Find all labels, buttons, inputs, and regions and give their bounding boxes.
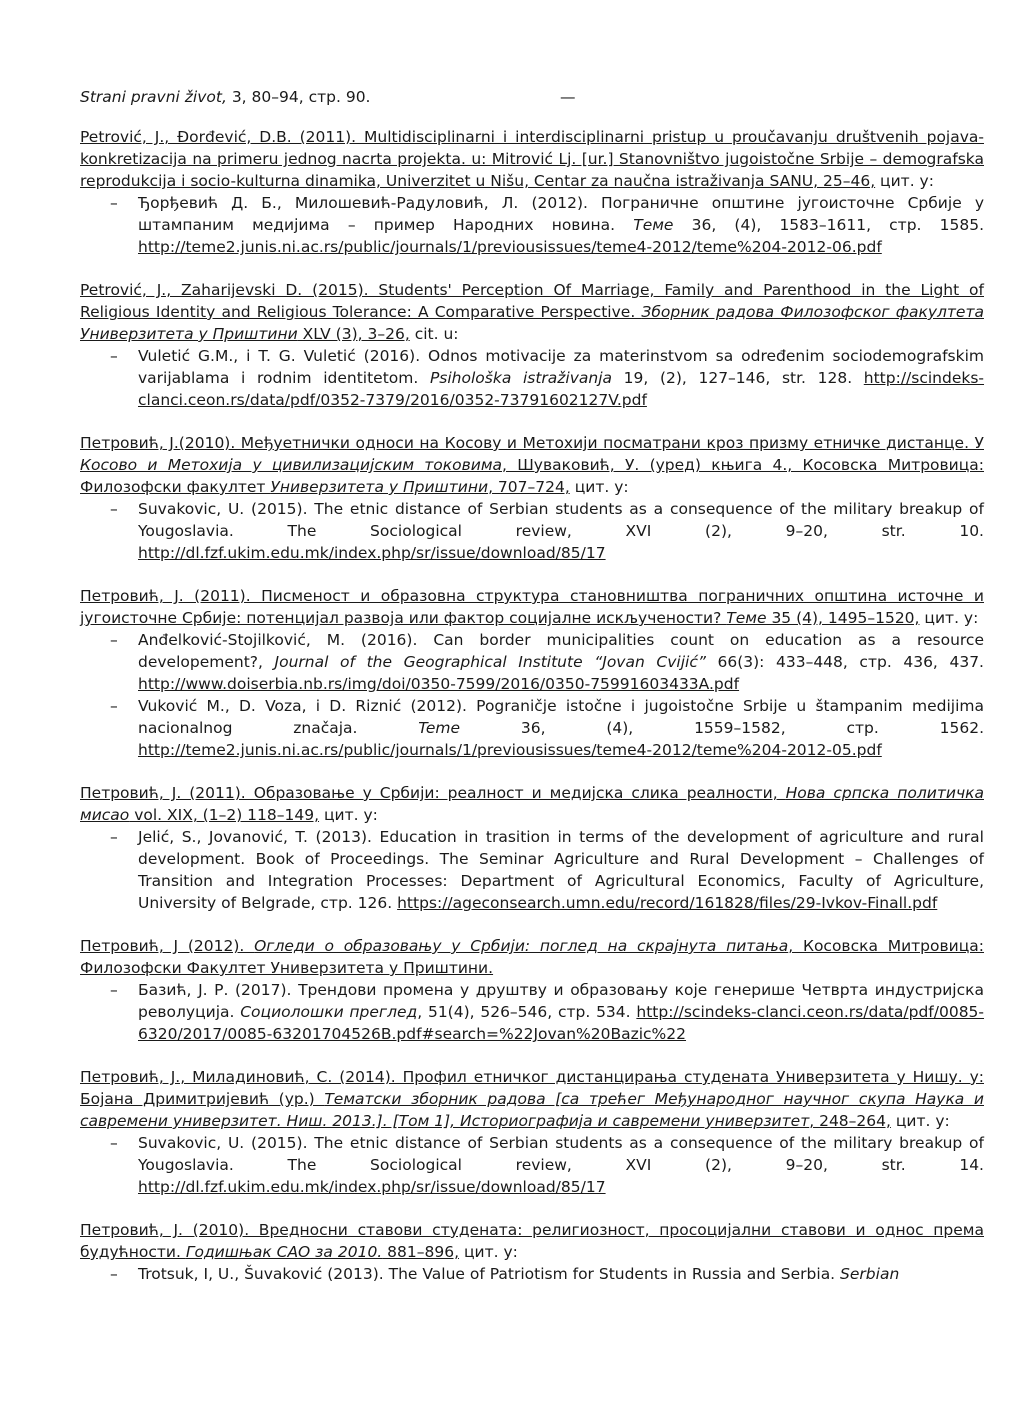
reference-text: 19, (2), 127–146, str. 128. — [612, 369, 864, 387]
header-pages: 3, 80–94, стр. 90. — [226, 88, 371, 106]
reference-text: 66(3): 433–448, стр. 436, 437. — [705, 653, 984, 671]
citing-reference — [80, 826, 984, 914]
citing-reference — [80, 498, 984, 564]
reference-text: Vuković M., D. Voza, i D. Riznić (2012). Pograničje istočne i jugoistočne Srbije u štampanim medijima nacionalnog značaja. — [138, 697, 984, 737]
reference-text: Петровић, Ј (2012). — [80, 937, 255, 955]
reference-link[interactable]: https://ageconsearch.umn.edu/record/161828/files/29-Ivkov-Finall.pdf — [397, 894, 938, 912]
reference-text: Косово и Метохија у цивилизацијским токовима — [80, 456, 503, 474]
reference-link[interactable]: http://dl.fzf.ukim.edu.mk/index.php/sr/issue/download/85/17 — [138, 544, 606, 562]
reference-text: Зборник радова Филозофског факултета Универзитета у Приштини — [80, 303, 984, 343]
header-dash: — — [560, 88, 576, 106]
citing-reference — [80, 629, 984, 695]
reference-text: 36, (4), 1559–1582, стр. 1562. — [460, 719, 984, 737]
reference-text: , Косовска Митровица: Филозофски Факултет Универзитета у Приштини. — [80, 937, 984, 977]
reference-text: Нова српска политичка мисао — [80, 784, 984, 824]
reference-text: Годишњак САО за 2010. — [185, 1243, 383, 1261]
reference-text: , 248–264, — [809, 1112, 891, 1130]
reference-text: цит. у: — [919, 609, 979, 627]
reference-entry — [80, 432, 984, 564]
reference-link[interactable]: http://teme2.junis.ni.ac.rs/public/journals/1/previousissues/teme4-2012/teme%204-2012-05.pdf — [138, 741, 882, 759]
reference-text: Петровић, Ј. (2011). Писменост и образовна структура становништва пограничних општина источне и југоисточне Србије: потенцијал развоја или фактор социјалне искључености? — [80, 587, 984, 627]
header-line — [80, 86, 984, 108]
reference-text: Teme — [418, 719, 461, 737]
reference-text: Petrović, J., Đorđević, D.B. (2011). Multidisciplinarni i interdisciplinarni pristup u proučavanju društvenih pojava-konkretizacija na primeru jednog nacrta projekta. u: Mitrović Lj. [ur.] Stanovništvo jugoistočne Srbije – demografska reprodukcija i socio-kulturna dinamika, Univerzitet u Nišu, Centar za naučna istraživanja SANU, 25–46, — [80, 128, 984, 190]
reference-entry — [80, 782, 984, 914]
reference-text: 881–896, — [382, 1243, 460, 1261]
reference-text: Универзитета у Приштини — [270, 478, 489, 496]
reference-entry — [80, 1219, 984, 1285]
reference-text: Suvakovic, U. (2015). The etnic distance of Serbian students as a consequence of the military breakup of Yougoslavia. The Sociological review, XVI (2), 9–20, str. 10. — [138, 500, 984, 540]
reference-text: Jelić, S., Jovanović, T. (2013). Education in trasition in terms of the development of agriculture and rural development. Book of Proceedings. The Seminar Agriculture and Rural Development – Challenges of Transition and Integration Processes: Department of Agricultural Economics, Faculty of Agriculture, University of Belgrade, стр. 126. — [138, 828, 984, 912]
citing-reference — [80, 345, 984, 411]
reference-text: Базић, Ј. Р. (2017). Трендови промена у друштву и образовању које генерише Четврта индустријска револуција. — [138, 981, 984, 1021]
reference-main — [80, 432, 984, 498]
reference-main — [80, 935, 984, 979]
reference-text: Петровић, Ј. (2011). Образовање у Србији: реалност и медијска слика реалности, — [80, 784, 786, 802]
reference-entry — [80, 1066, 984, 1198]
reference-entry — [80, 585, 984, 761]
reference-text: Теме — [633, 216, 674, 234]
reference-link[interactable]: http://scindeks-clanci.ceon.rs/data/pdf/0085-6320/2017/0085-63201704526B.pdf#search=%22Jovan%20Bazic%22 — [138, 1003, 985, 1043]
reference-link[interactable]: http://teme2.junis.ni.ac.rs/public/journals/1/previousissues/teme4-2012/teme%204-2012-06.pdf — [138, 238, 882, 256]
reference-text: цит. у: — [890, 1112, 950, 1130]
reference-text: Петровић, Ј. (2010). Вредносни ставови студената: религиозност, просоцијални ставови и однос према будућности. — [80, 1221, 984, 1261]
reference-text: Огледи о образовању у Србији: поглед на скрајнута питања — [254, 937, 789, 955]
reference-link[interactable]: http://dl.fzf.ukim.edu.mk/index.php/sr/issue/download/85/17 — [138, 1178, 606, 1196]
reference-main — [80, 126, 984, 192]
reference-entry — [80, 279, 984, 411]
reference-main — [80, 1219, 984, 1263]
reference-text: Trotsuk, I, U., Šuvaković (2013). The Value of Patriotism for Students in Russia and Serbia. — [138, 1265, 841, 1283]
citing-reference — [80, 1263, 984, 1285]
reference-text: Петровић, Ј., Миладиновић, С. (2014). Профил етничког дистанцирања студената Универзитета у Нишу. у: Бојана Дримитријевић (ур.) — [80, 1068, 984, 1108]
reference-text: cit. u: — [409, 325, 459, 343]
citing-reference — [80, 1132, 984, 1198]
reference-main — [80, 585, 984, 629]
reference-text: Теме — [726, 609, 767, 627]
reference-text: Социолошки преглед — [240, 1003, 418, 1021]
reference-text: цит. у: — [459, 1243, 518, 1261]
reference-main — [80, 1066, 984, 1132]
reference-text: Петровић, Ј.(2010). Међуетнички односи на Косову и Метохији посматрани кроз призму етничке дистанце. У — [80, 434, 984, 452]
reference-text: XLV (3), 3–26, — [297, 325, 410, 343]
reference-text: Journal of the Geographical Institute “Jovan Cvijić” — [274, 653, 706, 671]
reference-text: цит. у: — [569, 478, 629, 496]
reference-text: Petrović, J., Zaharijevski D. (2015). Students' Perception Of Marriage, Family and Parenthood in the Light of Religious Identity and Religious Tolerance: A Comparative Perspective. — [80, 281, 984, 321]
citing-reference — [80, 979, 984, 1045]
reference-text: , Шуваковић, У. (уред) књига 4., Косовска Митровица: Филозофски факултет — [80, 456, 984, 496]
header-journal: Strani pravni život, — [80, 88, 227, 106]
reference-text: Anđelković-Stojilković, M. (2016). Can border municipalities count on education as a resource developement?, — [138, 631, 984, 671]
citing-reference — [80, 695, 984, 761]
reference-entry — [80, 126, 984, 258]
reference-text: Suvakovic, U. (2015). The etnic distance of Serbian students as a consequence of the military breakup of Yougoslavia. The Sociological review, XVI (2), 9–20, str. 14. — [138, 1134, 984, 1174]
reference-entry — [80, 935, 984, 1045]
reference-text: 35 (4), 1495–1520, — [766, 609, 920, 627]
reference-main — [80, 279, 984, 345]
reference-link[interactable]: http://www.doiserbia.nb.rs/img/doi/0350-7599/2016/0350-75991603433A.pdf — [138, 675, 740, 693]
reference-list — [80, 126, 984, 1285]
reference-text: , 707–724, — [488, 478, 570, 496]
reference-text: цит. у: — [875, 172, 934, 190]
reference-text: цит. у: — [319, 806, 378, 824]
reference-text: Psihološka istraživanja — [429, 369, 613, 387]
reference-text: Тематски зборник радова [са трећег Међународног научног скупа Наука и савремени универзитет. Ниш. 2013.]. [Том 1], Историографија и савремени универзитет — [80, 1090, 984, 1130]
reference-text: Ђорђевић Д. Б., Милошевић-Радуловић, Л. (2012). Пограничне општине југоисточне Србије у штампаним медијима – пример Народних новина. — [138, 194, 984, 234]
reference-text: , 51(4), 526–546, стр. 534. — [417, 1003, 637, 1021]
reference-text: Vuletić G.M., i T. G. Vuletić (2016). Odnos motivacije za materinstvom sa određenim sociodemografskim varijablama i rodnim identitetom. — [138, 347, 984, 387]
reference-text: 36, (4), 1583–1611, стр. 1585. — [673, 216, 984, 234]
reference-link[interactable]: http://scindeks-clanci.ceon.rs/data/pdf/0352-7379/2016/0352-73791602127V.pdf — [138, 369, 985, 409]
reference-text: vol. XIX, (1–2) 118–149, — [129, 806, 320, 824]
reference-main — [80, 782, 984, 826]
citing-reference — [80, 192, 984, 258]
document-page — [80, 86, 984, 1306]
reference-text: Serbian — [840, 1265, 900, 1283]
